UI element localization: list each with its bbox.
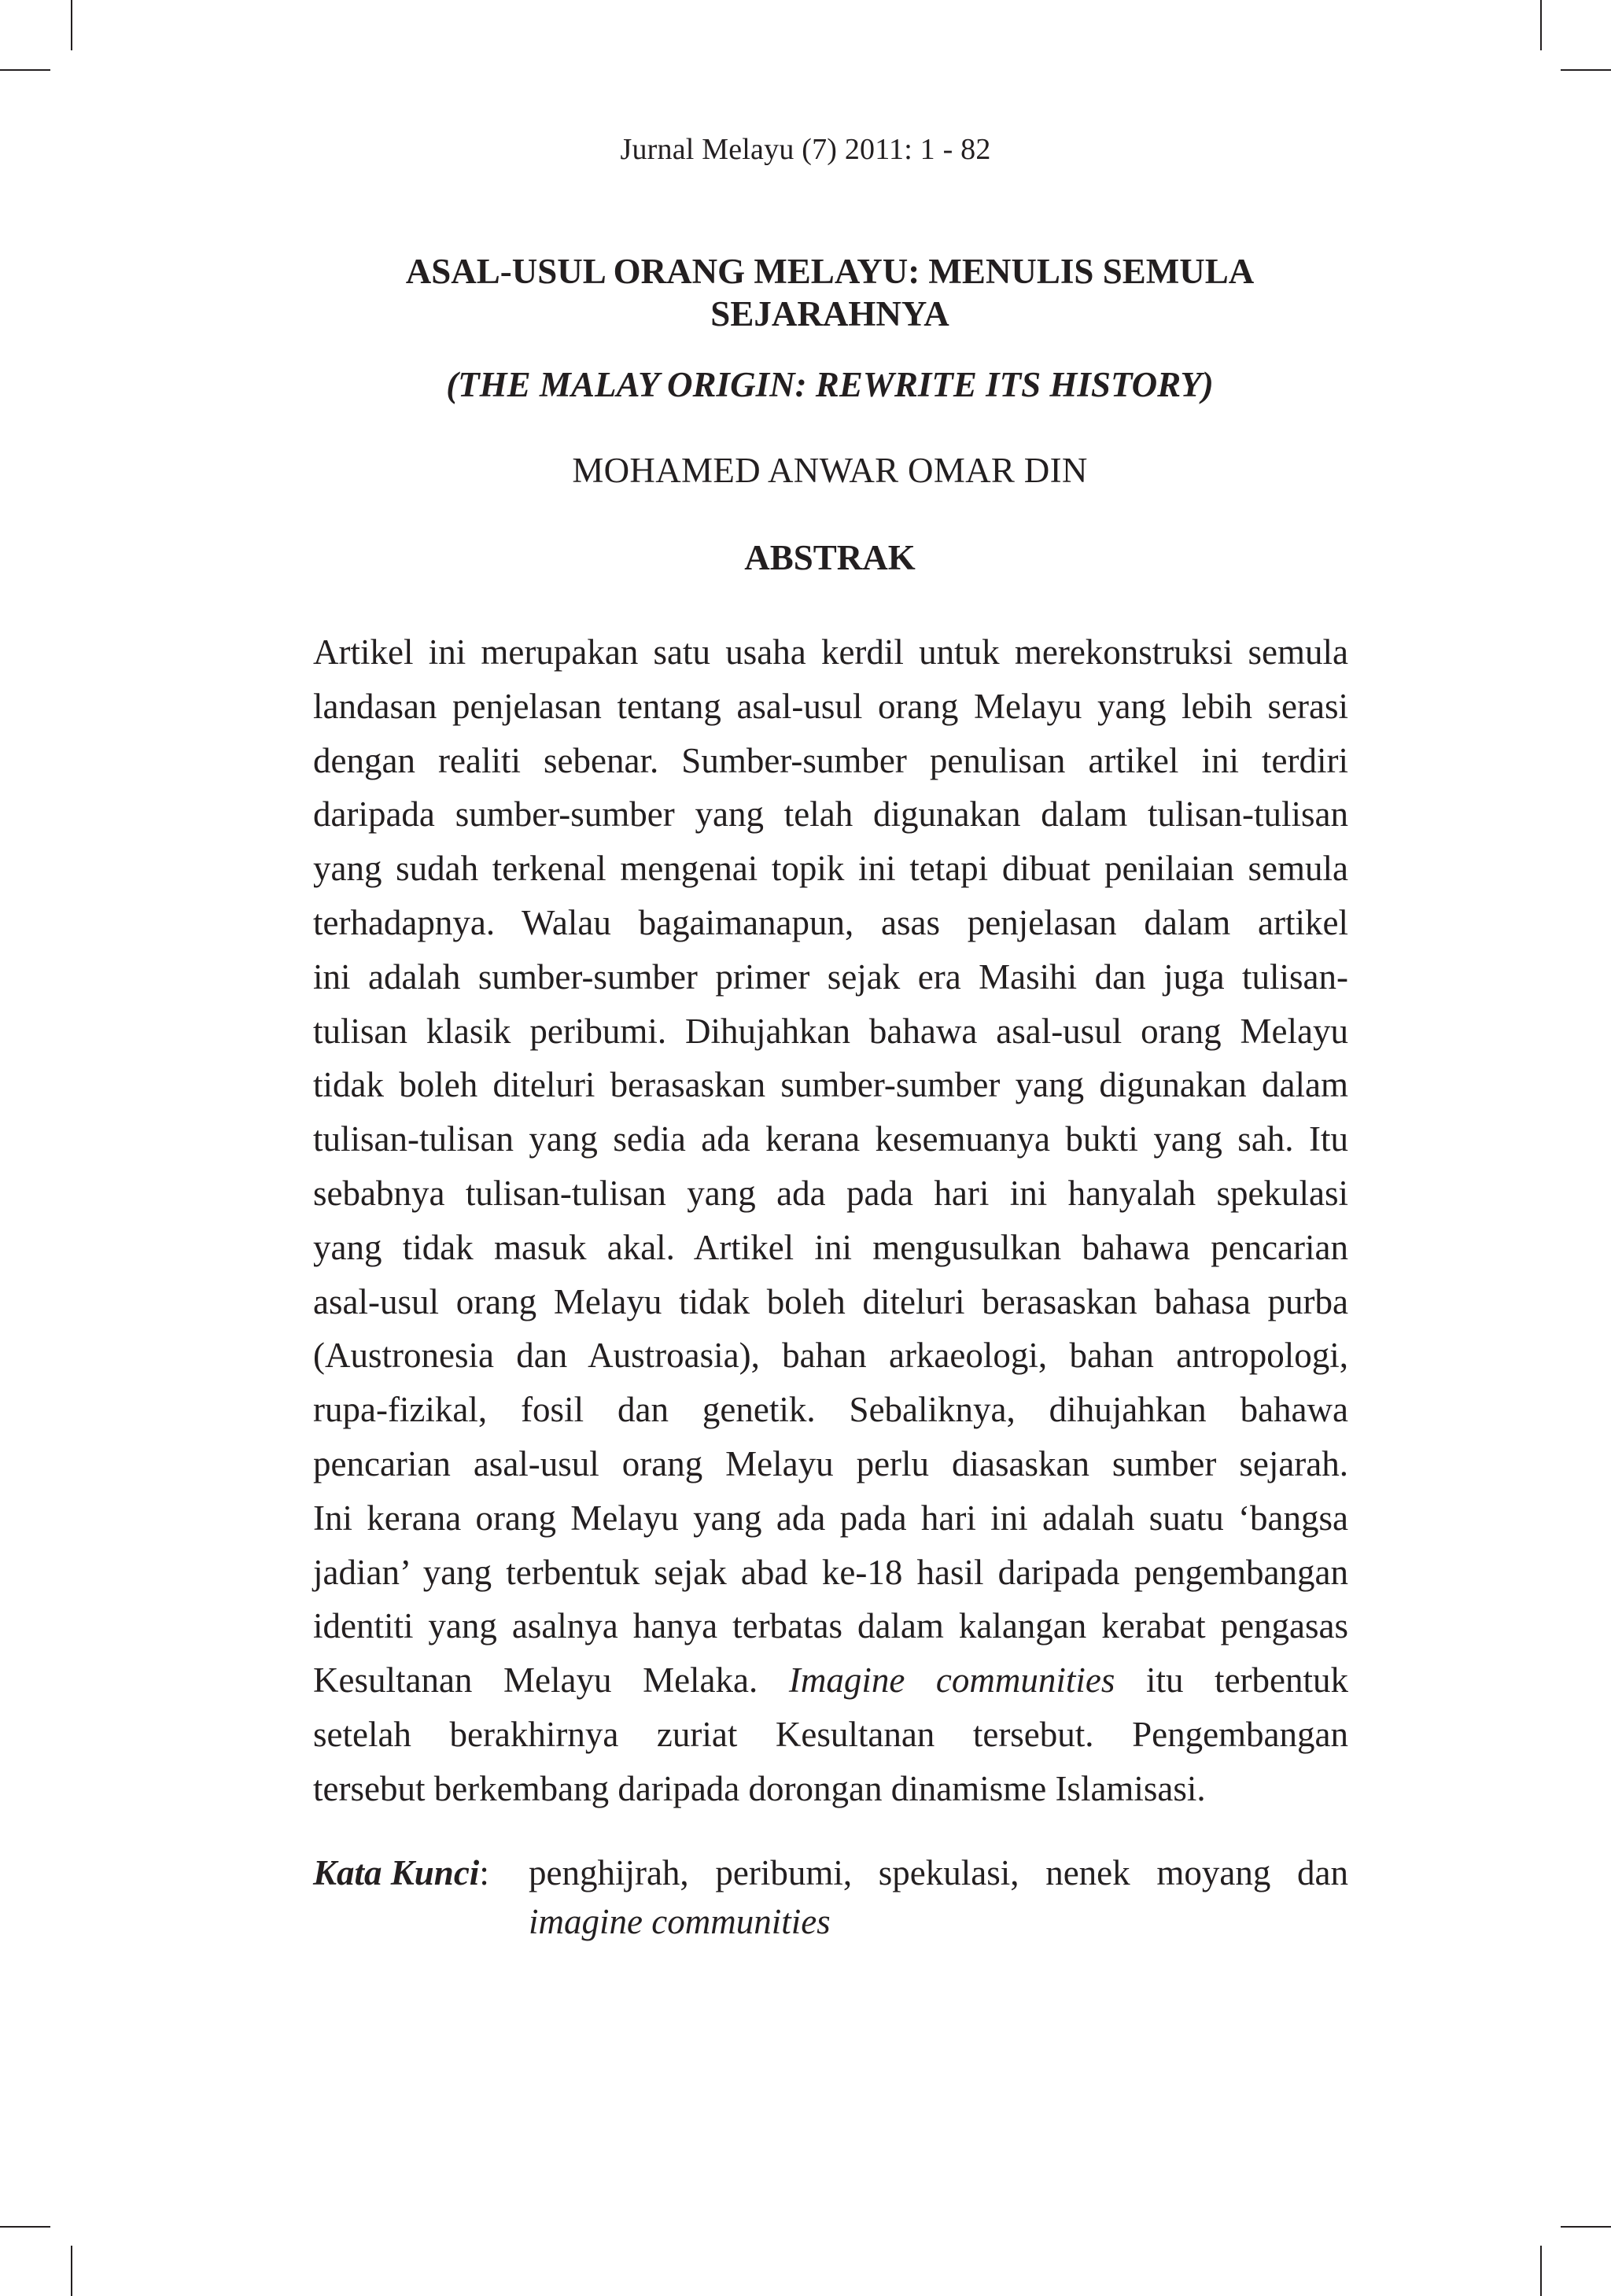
abstract-line: terhadapnya. Walau bagaimanapun, asas penjelasan dalam artikel [313, 902, 1348, 942]
keywords-block [313, 1848, 1348, 1946]
abstract-line: tulisan-tulisan yang sedia ada kerana kesemuanya bukti yang sah. Itu [313, 1119, 1348, 1159]
crop-mark-top-left-h [0, 69, 50, 71]
keywords-values: penghijrah, peribumi, spekulasi, nenek moyang dan [529, 1853, 1348, 1892]
abstract-line: daripada sumber-sumber yang telah digunakan dalam tulisan-tulisan [313, 794, 1348, 835]
journal-header: Jurnal Melayu (7) 2011: 1 - 82 [620, 133, 991, 166]
abstract-body [313, 625, 1348, 1816]
abstract-line: yang sudah terkenal mengenai topik ini tetapi dibuat penilaian semula [313, 849, 1348, 889]
article-title-english: (THE MALAY ORIGIN: REWRITE ITS HISTORY) [446, 365, 1214, 404]
abstract-line-mixed [313, 1653, 1348, 1708]
abstract-line: Artikel ini merupakan satu usaha kerdil untuk merekonstruksi semula [313, 632, 1348, 672]
abstract-line: tidak boleh diteluri berasaskan sumber-sumber yang digunakan dalam [313, 1065, 1348, 1105]
keywords-label: Kata Kunci: [313, 1853, 489, 1892]
author-name: MOHAMED ANWAR OMAR DIN [572, 451, 1088, 490]
crop-mark-bottom-right-h [1561, 2226, 1611, 2228]
crop-mark-top-right [1540, 0, 1542, 50]
article-title [299, 250, 1361, 335]
abstract-line: landasan penjelasan tentang asal-usul orang Melayu yang lebih serasi [313, 686, 1348, 726]
abstract-line: setelah berakhirnya zuriat Kesultanan tersebut. Pengembangan [313, 1714, 1348, 1754]
abstract-line: identiti yang asalnya hanya terbatas dalam kalangan kerabat pengasas [313, 1606, 1348, 1646]
keywords-continuation: imagine communities [529, 1902, 831, 1941]
abstract-line: rupa-fizikal, fosil dan genetik. Sebaliknya, dihujahkan bahawa [313, 1390, 1348, 1430]
abstract-line: Ini kerana orang Melayu yang ada pada hari ini adalah suatu ‘bangsa [313, 1498, 1348, 1538]
abstract-line-last: tersebut berkembang daripada dorongan dinamisme Islamisasi. [313, 1768, 1206, 1808]
abstract-line: (Austronesia dan Austroasia), bahan arkaeologi, bahan antropologi, [313, 1336, 1348, 1376]
crop-mark-top-right-h [1561, 69, 1611, 71]
crop-mark-bottom-left-h [0, 2226, 50, 2228]
crop-mark-bottom-left [71, 2246, 72, 2296]
abstract-line: ini adalah sumber-sumber primer sejak era Masihi dan juga tulisan- [313, 956, 1348, 997]
abstract-line: jadian’ yang terbentuk sejak abad ke-18 hasil daripada pengembangan [313, 1552, 1348, 1592]
abstract-line: tulisan klasik peribumi. Dihujahkan bahawa asal-usul orang Melayu [313, 1011, 1348, 1051]
crop-mark-top-left [71, 0, 72, 50]
abstract-line: asal-usul orang Melayu tidak boleh diteluri berasaskan bahasa purba [313, 1281, 1348, 1321]
title-line-2: SEJARAHNYA [710, 294, 949, 334]
crop-mark-bottom-right [1540, 2246, 1542, 2296]
abstract-text: Kesultanan Melayu Melaka. [313, 1660, 758, 1701]
abstract-heading: ABSTRAK [744, 538, 916, 577]
abstract-text: itu terbentuk [1145, 1660, 1348, 1701]
title-line-1: ASAL-USUL ORANG MELAYU: MENULIS SEMULA [405, 252, 1255, 291]
abstract-line: dengan realiti sebenar. Sumber-sumber penulisan artikel ini terdiri [313, 740, 1348, 780]
abstract-line: sebabnya tulisan-tulisan yang ada pada hari ini hanyalah spekulasi [313, 1173, 1348, 1213]
abstract-italic-term: Imagine communities [788, 1660, 1115, 1701]
abstract-line: pencarian asal-usul orang Melayu perlu diasaskan sumber sejarah. [313, 1443, 1348, 1483]
abstract-line: yang tidak masuk akal. Artikel ini mengusulkan bahawa pencarian [313, 1227, 1348, 1267]
